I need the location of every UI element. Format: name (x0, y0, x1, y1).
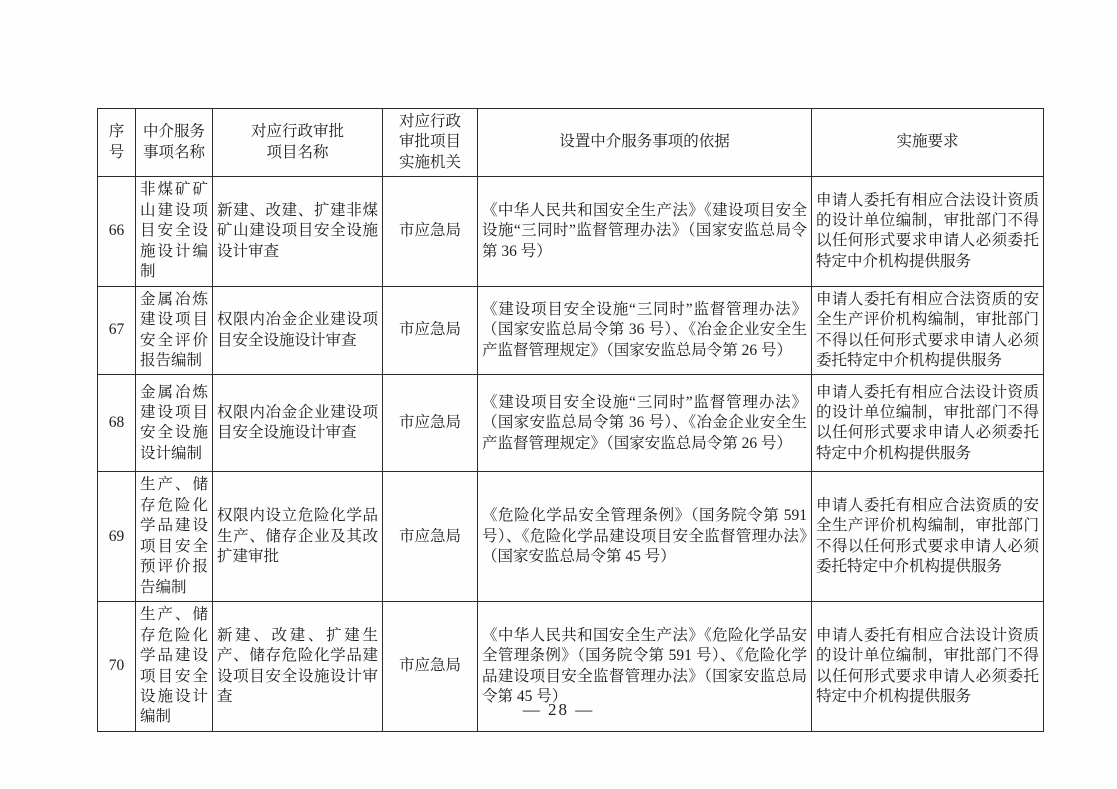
cell-service-name: 金属冶炼建设项目安全评价报告编制 (136, 286, 213, 375)
cell-agency: 市应急局 (383, 375, 478, 472)
header-no (98, 109, 136, 177)
cell-requirement: 申请人委托有相应合法资质的安全生产评价机构编制，审批部门不得以任何形式要求申请人必须委托特定中介机构提供服务 (812, 472, 1044, 602)
cell-project-name: 权限内设立危险化学品生产、储存企业及其改扩建审批 (213, 472, 383, 602)
cell-basis: 《建设项目安全设施“三同时”监督管理办法》（国家安监总局令第 36 号）、《冶金企业安全生产监督管理规定》（国家安监总局令第 26 号） (478, 286, 812, 375)
cell-no: 68 (98, 375, 136, 472)
header-project-name (213, 109, 383, 177)
cell-service-name: 生产、储存危险化学品建设项目安全设施设计编制 (136, 602, 213, 732)
cell-requirement: 申请人委托有相应合法设计资质的设计单位编制，审批部门不得以任何形式要求申请人必须委托特定中介机构提供服务 (812, 375, 1044, 472)
header-service-name (136, 109, 213, 177)
cell-no: 70 (98, 602, 136, 732)
cell-agency: 市应急局 (383, 472, 478, 602)
header-basis-label: 设置中介服务事项的依据 (559, 133, 730, 151)
cell-basis: 《中华人民共和国安全生产法》《危险化学品安全管理条例》（国务院令第 591 号）、《危险化学品建设项目安全监督管理办法》（国家安监总局令第 45 号） (478, 602, 812, 732)
cell-no: 67 (98, 286, 136, 375)
cell-project-name: 新建、改建、扩建非煤矿山建设项目安全设施设计审查 (213, 177, 383, 286)
cell-project-name: 权限内冶金企业建设项目安全设施设计审查 (213, 375, 383, 472)
header-requirement-label: 实施要求 (896, 133, 959, 151)
cell-no: 66 (98, 177, 136, 286)
table-header-row (98, 109, 1044, 177)
cell-project-name: 新建、改建、扩建生产、储存危险化学品建设项目安全设施设计审查 (213, 602, 383, 732)
table-row-67 (98, 286, 1044, 375)
header-agency (383, 109, 478, 177)
cell-service-name: 生产、储存危险化学品建设项目安全预评价报告编制 (136, 472, 213, 602)
table-row-66 (98, 177, 1044, 286)
cell-service-name: 非煤矿矿山建设项目安全设施设计编制 (136, 177, 213, 286)
cell-basis: 《中华人民共和国安全生产法》《建设项目安全设施“三同时”监督管理办法》（国家安监总局令第 36 号） (478, 177, 812, 286)
intermediary-services-table (97, 108, 1044, 732)
header-service-name-label: 中介服务事项名称 (142, 123, 205, 161)
header-requirement (812, 109, 1044, 177)
intermediary-services-table-wrap (97, 108, 1043, 732)
header-no-label: 序号 (108, 123, 125, 161)
cell-basis: 《建设项目安全设施“三同时”监督管理办法》（国家安监总局令第 36 号）、《冶金企业安全生产监督管理规定》（国家安监总局令第 26 号） (478, 375, 812, 472)
cell-basis: 《危险化学品安全管理条例》（国务院令第 591 号）、《危险化学品建设项目安全监督管理办法》（国家安监总局令第 45 号） (478, 472, 812, 602)
cell-requirement: 申请人委托有相应合法设计资质的设计单位编制，审批部门不得以任何形式要求申请人必须委托特定中介机构提供服务 (812, 177, 1044, 286)
table-row-68 (98, 375, 1044, 472)
cell-no: 69 (98, 472, 136, 602)
cell-agency: 市应急局 (383, 286, 478, 375)
cell-requirement: 申请人委托有相应合法资质的安全生产评价机构编制，审批部门不得以任何形式要求申请人必须委托特定中介机构提供服务 (812, 286, 1044, 375)
cell-agency: 市应急局 (383, 602, 478, 732)
header-basis (478, 109, 812, 177)
page-number: — 28 — (522, 700, 595, 719)
cell-project-name: 权限内冶金企业建设项目安全设施设计审查 (213, 286, 383, 375)
header-project-name-label: 对应行政审批项目名称 (250, 123, 344, 161)
cell-service-name: 金属冶炼建设项目安全设施设计编制 (136, 375, 213, 472)
cell-requirement: 申请人委托有相应合法设计资质的设计单位编制，审批部门不得以任何形式要求申请人必须委托特定中介机构提供服务 (812, 602, 1044, 732)
cell-agency: 市应急局 (383, 177, 478, 286)
table-row-69 (98, 472, 1044, 602)
header-agency-label: 对应行政审批项目实施机关 (398, 113, 461, 171)
